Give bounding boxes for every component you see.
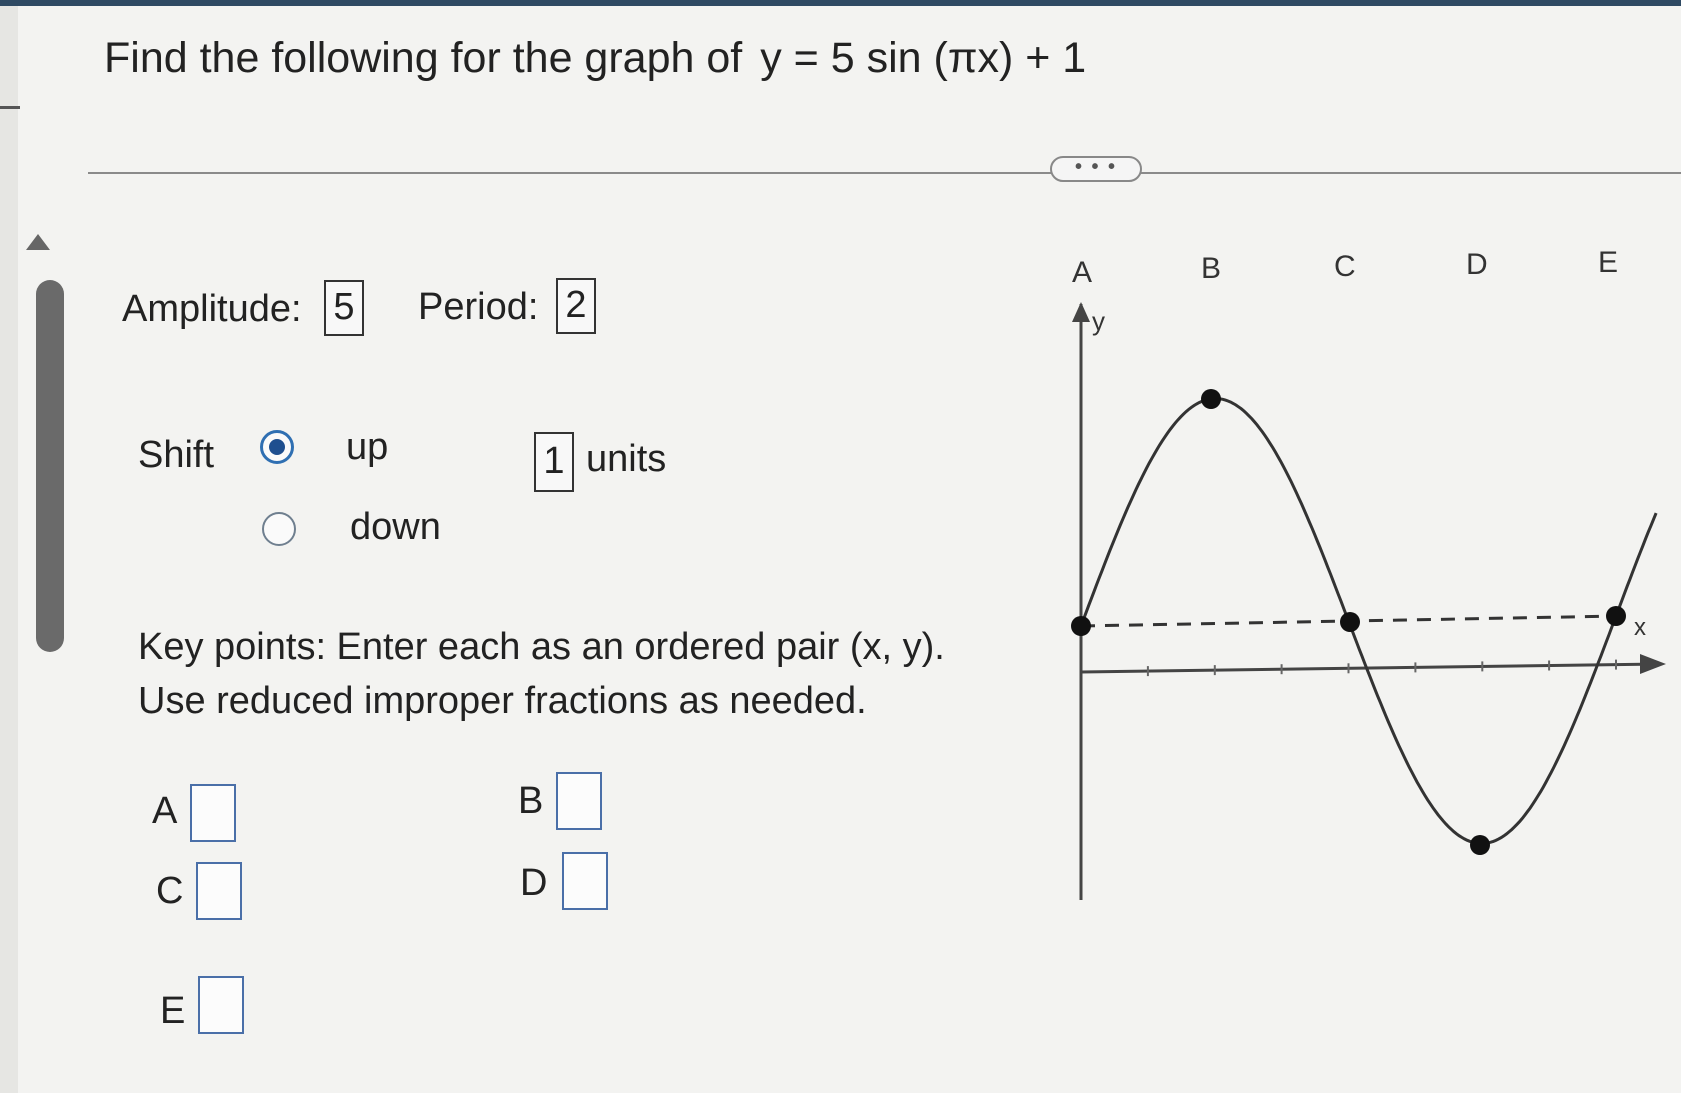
shift-down-label: down bbox=[350, 506, 441, 548]
key-point-c-marker[interactable] bbox=[1340, 612, 1360, 632]
y-axis-label: y bbox=[1092, 306, 1105, 336]
shift-down-radio[interactable] bbox=[262, 512, 296, 546]
key-point-c-input[interactable] bbox=[196, 862, 242, 920]
key-point-a-input[interactable] bbox=[190, 784, 236, 842]
question-prompt: Find the following for the graph of bbox=[104, 34, 743, 82]
key-point-d-marker[interactable] bbox=[1470, 835, 1490, 855]
graph-label-d: D bbox=[1466, 248, 1488, 281]
question-equation: y = 5 sin (πx) + 1 bbox=[760, 34, 1087, 82]
instructions-line-1: Key points: Enter each as an ordered pair (x, y). bbox=[138, 626, 945, 668]
units-label: units bbox=[586, 438, 667, 480]
section-divider bbox=[88, 172, 1681, 174]
key-point-b-marker[interactable] bbox=[1201, 389, 1221, 409]
x-axis-label: x bbox=[1634, 614, 1646, 641]
key-point-a-marker[interactable] bbox=[1071, 616, 1091, 636]
shift-up-label: up bbox=[346, 426, 389, 468]
key-point-d-label: D bbox=[520, 862, 548, 904]
instructions-line-2: Use reduced improper fractions as needed. bbox=[138, 680, 867, 722]
key-point-e-input[interactable] bbox=[198, 976, 244, 1034]
left-panel-marker bbox=[0, 106, 20, 109]
left-panel-strip bbox=[0, 6, 18, 1093]
key-point-d-input[interactable] bbox=[562, 852, 608, 910]
period-answer[interactable]: 2 bbox=[556, 278, 596, 334]
amplitude-label: Amplitude: bbox=[122, 288, 302, 330]
key-point-e-marker[interactable] bbox=[1606, 606, 1626, 626]
graph-label-c: C bbox=[1334, 250, 1356, 283]
expand-more-button[interactable]: • • • bbox=[1050, 156, 1142, 182]
shift-amount-answer[interactable]: 1 bbox=[534, 432, 574, 492]
shift-up-radio[interactable] bbox=[260, 430, 294, 464]
sine-curve bbox=[1078, 399, 1656, 844]
question-title bbox=[104, 34, 1086, 83]
top-bar bbox=[0, 0, 1681, 6]
sine-graph bbox=[1040, 240, 1680, 900]
period-label: Period: bbox=[418, 286, 539, 328]
key-point-b-label: B bbox=[518, 780, 544, 822]
amplitude-answer[interactable]: 5 bbox=[324, 280, 364, 336]
graph-label-e: E bbox=[1598, 246, 1619, 279]
graph-label-a: A bbox=[1072, 256, 1093, 289]
graph-label-b: B bbox=[1201, 252, 1222, 285]
key-point-c-label: C bbox=[156, 870, 184, 912]
x-axis bbox=[1081, 664, 1658, 672]
key-point-e-label: E bbox=[160, 990, 186, 1032]
y-axis-arrow-icon bbox=[1072, 302, 1090, 322]
scroll-up-arrow-icon[interactable] bbox=[26, 234, 50, 250]
key-point-a-label: A bbox=[152, 790, 178, 832]
x-axis-arrow-icon bbox=[1640, 654, 1666, 674]
key-point-b-input[interactable] bbox=[556, 772, 602, 830]
shift-label: Shift bbox=[138, 434, 215, 476]
scrollbar-thumb[interactable] bbox=[36, 280, 64, 652]
